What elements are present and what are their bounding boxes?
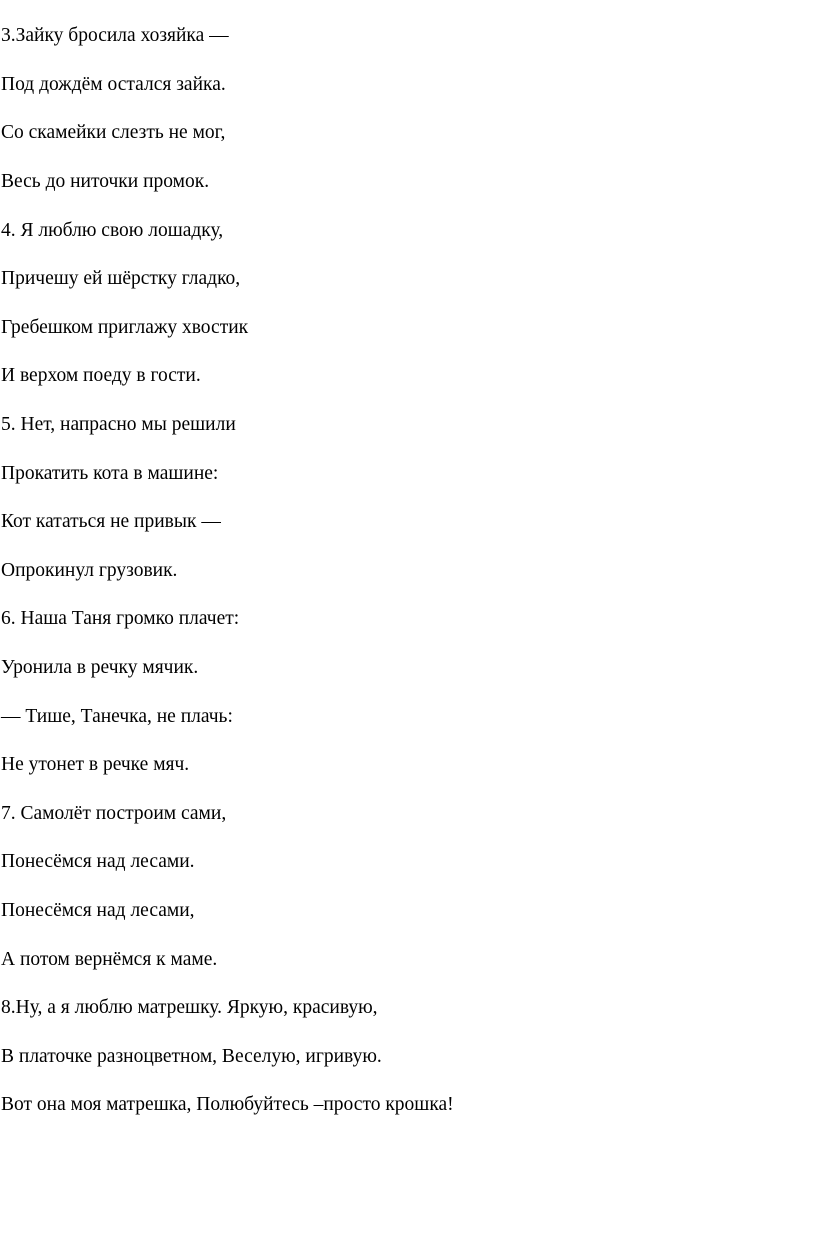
text-line: Весь до ниточки промок. [1,171,210,192]
text-line: Опрокинул грузовик. [1,560,178,581]
text-line: Со скамейки слезть не мог, [1,122,226,143]
text-line: Причешу ей шёрстку гладко, [1,268,241,289]
text-line: Вот она моя матрешка, Полюбуйтесь –просто крошка! [1,1094,454,1115]
text-line: Уронила в речку мячик. [1,657,199,678]
text-line: В платочке разноцветном, Веселую, игривую. [1,1046,382,1067]
text-line: Прокатить кота в машине: [1,463,219,484]
text-line: 4. Я люблю свою лошадку, [1,220,224,241]
text-line: И верхом поеду в гости. [1,365,201,386]
text-line: А потом вернёмся к маме. [1,949,218,970]
text-line: Под дождём остался зайка. [1,74,226,95]
text-line: 7. Самолёт построим сами, [1,803,227,824]
text-line: 6. Наша Таня громко плачет: [1,608,240,629]
text-line: 8.Ну, а я люблю матрешку. Яркую, красивую, [1,997,378,1018]
text-line: 5. Нет, напрасно мы решили [1,414,236,435]
text-line: Понесёмся над лесами, [1,900,195,921]
text-line: Кот кататься не привык — [1,511,221,532]
text-line: — Тише, Танечка, не плачь: [1,706,233,727]
text-line: 3.Зайку бросила хозяйка — [1,25,229,46]
text-line: Понесёмся над лесами. [1,851,195,872]
text-line: Не утонет в речке мяч. [1,754,190,775]
text-line: Гребешком приглажу хвостик [1,317,249,338]
